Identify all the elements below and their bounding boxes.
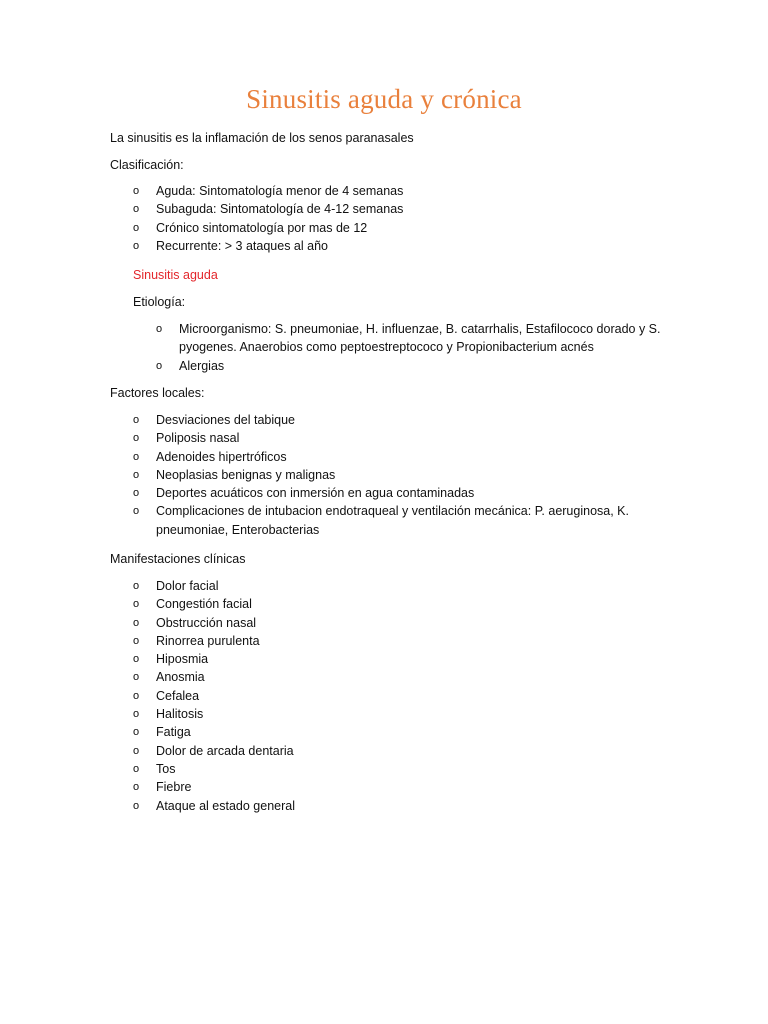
list-item: o Hiposmia (133, 650, 673, 668)
list-item: o Anosmia (133, 668, 673, 686)
list-item: o Rinorrea purulenta (133, 632, 673, 650)
list-item: o Neoplasias benignas y malignas (133, 466, 673, 484)
circle-bullet-icon: o (133, 726, 140, 739)
circle-bullet-icon: o (133, 580, 140, 592)
circle-bullet-icon: o (133, 414, 140, 426)
factores-heading: Factores locales: (110, 386, 205, 400)
circle-bullet-icon: o (133, 468, 140, 481)
list-item: o Tos (133, 760, 673, 778)
circle-bullet-icon: o (133, 616, 140, 629)
circle-bullet-icon: o (133, 762, 140, 775)
manifestaciones-list (133, 577, 673, 815)
circle-bullet-icon: o (133, 487, 140, 500)
circle-bullet-icon: o (133, 781, 140, 794)
list-item: o Recurrente: > 3 ataques al año (133, 237, 673, 255)
list-item: o Halitosis (133, 705, 673, 723)
circle-bullet-icon: o (133, 505, 140, 518)
list-item: o Adenoides hipertróficos (133, 448, 673, 466)
circle-bullet-icon: o (133, 634, 140, 647)
manifestaciones-heading: Manifestaciones clínicas (110, 552, 246, 566)
circle-bullet-icon: o (133, 799, 140, 812)
circle-bullet-icon: o (133, 744, 140, 757)
circle-bullet-icon: o (133, 432, 140, 445)
list-item: o Microorganismo: S. pneumoniae, H. influenzae, B. catarrhalis, Estafilococo dorado y S. pyogenes. Anaerobios como peptoestreptococo y Propionibacterium acnés (156, 322, 661, 355)
circle-bullet-icon: o (133, 708, 140, 721)
list-item: o Complicaciones de intubacion endotraqueal y ventilación mecánica: P. aeruginosa, K. pneumoniae, Enterobacterias (133, 504, 629, 537)
list-item: o Subaguda: Sintomatología de 4-12 semanas (133, 200, 673, 218)
etiologia-list (156, 320, 668, 375)
circle-bullet-icon: o (133, 185, 140, 197)
list-item: o Cefalea (133, 687, 673, 705)
circle-bullet-icon: o (133, 221, 140, 234)
sinusitis-aguda-heading: Sinusitis aguda (133, 268, 218, 282)
list-item: o Fiebre (133, 778, 673, 796)
circle-bullet-icon: o (133, 598, 140, 611)
factores-list (133, 411, 673, 539)
list-item: o Desviaciones del tabique (133, 411, 673, 429)
clasificacion-heading: Clasificación: (110, 158, 184, 172)
list-item: o Obstrucción nasal (133, 614, 673, 632)
circle-bullet-icon: o (156, 359, 163, 372)
list-item: o Ataque al estado general (133, 797, 673, 815)
intro-paragraph: La sinusitis es la inflamación de los senos paranasales (110, 131, 414, 145)
list-item: o Crónico sintomatología por mas de 12 (133, 219, 673, 237)
list-item: o Dolor facial (133, 577, 673, 595)
list-item: o Aguda: Sintomatología menor de 4 semanas (133, 182, 673, 200)
circle-bullet-icon: o (133, 689, 140, 702)
circle-bullet-icon: o (133, 203, 140, 216)
circle-bullet-icon: o (133, 653, 140, 666)
circle-bullet-icon: o (156, 323, 163, 335)
list-item: o Congestión facial (133, 595, 673, 613)
circle-bullet-icon: o (133, 239, 140, 252)
list-item: o Alergias (156, 357, 668, 375)
list-item: o Dolor de arcada dentaria (133, 742, 673, 760)
document-title: Sinusitis aguda y crónica (246, 84, 522, 114)
list-item: o Deportes acuáticos con inmersión en agua contaminadas (133, 484, 673, 502)
list-item: o Poliposis nasal (133, 429, 673, 447)
etiologia-heading: Etiología: (133, 295, 186, 309)
circle-bullet-icon: o (133, 450, 140, 463)
clasificacion-list (133, 182, 673, 255)
list-item: o Fatiga (133, 723, 673, 741)
circle-bullet-icon: o (133, 671, 140, 684)
